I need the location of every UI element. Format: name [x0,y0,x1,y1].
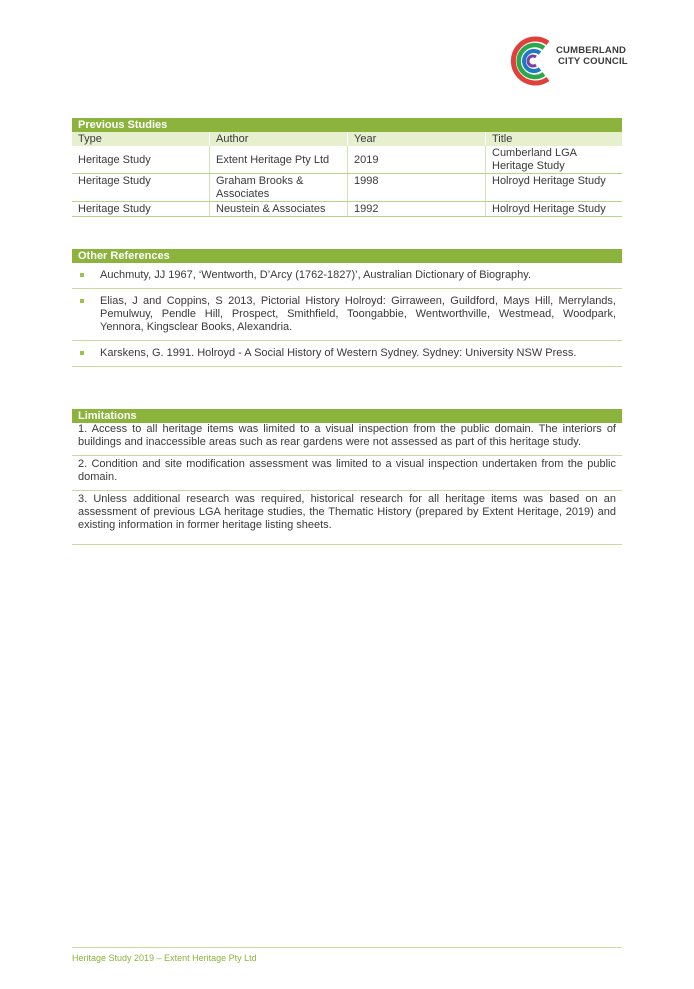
table-cell: Heritage Study [72,174,210,202]
limitation-item: 3. Unless additional research was required, historical research for all heritage items was based on an assessment of previous LGA heritage studies, the Thematic History (prepared by Extent Heritage, 2019) and existing information in former heritage listing sheets. [72,491,622,545]
table-cell: Holroyd Heritage Study [486,174,623,202]
previous-studies-section [72,118,622,217]
column-header-title: Title [486,132,623,146]
limitations-title: Limitations [72,409,622,423]
table-row [72,174,622,202]
table-cell: 2019 [348,146,486,174]
column-header-type: Type [72,132,210,146]
logo-line-1: CUMBERLAND [556,45,627,56]
table-header-row [72,132,622,146]
table-cell: Holroyd Heritage Study [486,202,623,217]
table-cell: Neustein & Associates [210,202,348,217]
table-cell: 1998 [348,174,486,202]
limitation-item: 2. Condition and site modification assessment was limited to a visual inspection undertaken from the public domain. [72,456,622,491]
footer-divider [72,947,622,948]
cumberland-council-logo-icon [508,35,556,87]
column-header-year: Year [348,132,486,146]
list-item [72,289,622,341]
table-cell: Extent Heritage Pty Ltd [210,146,348,174]
table-cell: Heritage Study [72,146,210,174]
table-cell: Cumberland LGA Heritage Study [486,146,623,174]
bullet-icon [80,351,84,355]
previous-studies-title: Previous Studies [72,118,622,132]
bullet-icon [80,299,84,303]
other-references-section [72,249,622,367]
limitation-item: 1. Access to all heritage items was limited to a visual inspection from the public domain. The interiors of buildings and inaccessible areas such as rear gardens were not assessed as part of this heritage study. [72,423,622,456]
list-item [72,263,622,289]
cumberland-council-logo [508,35,628,87]
table-cell: Heritage Study [72,202,210,217]
reference-text: Elias, J and Coppins, S 2013, Pictorial History Holroyd: Girraween, Guildford, Mays Hill, Merrylands, Pemulwuy, Pendle Hill, Prospect, Smithfield, Toongabbie, Wentworthville, Westmead, Woodpark, Yennora, Kingsclear Books, Alexandria. [100,295,616,333]
table-cell: Graham Brooks & Associates [210,174,348,202]
column-header-author: Author [210,132,348,146]
bullet-icon [80,273,84,277]
table-cell: 1992 [348,202,486,217]
reference-text: Auchmuty, JJ 1967, ‘Wentworth, D’Arcy (1762-1827)’, Australian Dictionary of Biography. [100,269,532,281]
limitations-section [72,409,622,545]
table-row [72,202,622,217]
previous-studies-table [72,132,622,217]
page-footer: Heritage Study 2019 – Extent Heritage Pty Ltd [72,953,257,963]
logo-line-2: CITY COUNCIL [558,56,628,67]
reference-text: Karskens, G. 1991. Holroyd - A Social History of Western Sydney. Sydney: University NSW Press. [100,347,577,359]
other-references-title: Other References [72,249,622,263]
list-item [72,341,622,367]
table-row [72,146,622,174]
